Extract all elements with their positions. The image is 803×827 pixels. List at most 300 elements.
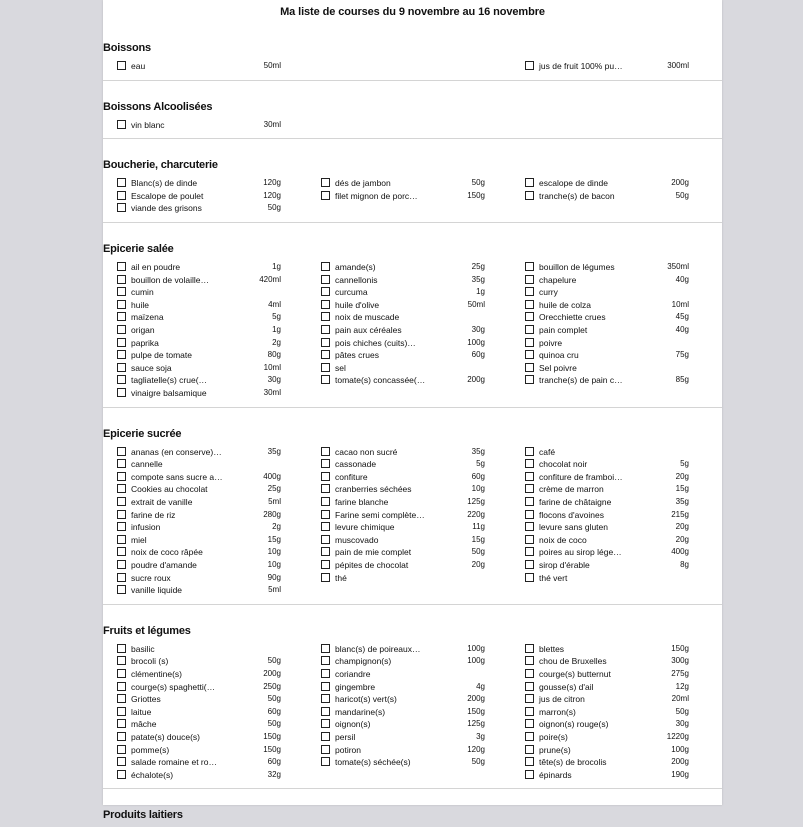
list-item	[117, 458, 307, 471]
item-checkbox[interactable]	[525, 472, 534, 481]
item-checkbox[interactable]	[117, 459, 126, 468]
item-checkbox[interactable]	[321, 707, 330, 716]
item-name: levure chimique	[335, 522, 395, 533]
item-checkbox[interactable]	[525, 669, 534, 678]
item-checkbox[interactable]	[525, 363, 534, 372]
section-items	[103, 177, 722, 215]
item-quantity: 3g	[476, 731, 485, 741]
section-divider	[103, 138, 722, 139]
list-item	[117, 496, 307, 509]
item-checkbox[interactable]	[117, 656, 126, 665]
list-item	[117, 509, 307, 522]
list-item	[117, 521, 307, 534]
item-name: mâche	[131, 719, 157, 730]
item-name: prune(s)	[539, 744, 571, 755]
list-item	[117, 718, 307, 731]
item-quantity: 30ml	[263, 119, 281, 129]
item-quantity: 10g	[267, 547, 281, 557]
section-boissons-alcoolisees	[103, 98, 722, 157]
item-checkbox[interactable]	[321, 719, 330, 728]
item-quantity: 2g	[272, 522, 281, 532]
item-checkbox[interactable]	[321, 669, 330, 678]
item-checkbox[interactable]	[525, 770, 534, 779]
item-name: cannelle	[131, 459, 163, 470]
item-name: cannellonis	[335, 274, 378, 285]
item-name: Blanc(s) de dinde	[131, 178, 198, 189]
item-checkbox[interactable]	[117, 497, 126, 506]
item-checkbox[interactable]	[525, 656, 534, 665]
item-name: champignon(s)	[335, 656, 392, 667]
list-item	[117, 756, 307, 769]
item-checkbox[interactable]	[117, 719, 126, 728]
item-name: compote sans sucre a…	[131, 471, 223, 482]
item-quantity: 120g	[467, 744, 485, 754]
item-checkbox[interactable]	[321, 300, 330, 309]
item-checkbox[interactable]	[321, 262, 330, 271]
item-name: dés de jambon	[335, 178, 391, 189]
item-checkbox[interactable]	[525, 350, 534, 359]
item-quantity: 300ml	[667, 61, 689, 70]
item-quantity: 1g	[272, 324, 281, 334]
item-checkbox[interactable]	[117, 757, 126, 766]
item-name: Escalope de poulet	[131, 190, 204, 201]
item-quantity: 50g	[471, 178, 485, 188]
item-name: chou de Bruxelles	[539, 656, 607, 667]
item-checkbox[interactable]	[525, 719, 534, 728]
item-name: extrait de vanille	[131, 496, 193, 507]
item-checkbox[interactable]	[525, 547, 534, 556]
item-name: mandarine(s)	[335, 706, 386, 717]
item-checkbox[interactable]	[525, 497, 534, 506]
list-item	[117, 274, 307, 287]
section-divider	[103, 222, 722, 223]
item-checkbox[interactable]	[117, 770, 126, 779]
item-checkbox[interactable]	[525, 573, 534, 582]
section-boissons	[103, 39, 722, 98]
list-item	[321, 643, 511, 656]
item-checkbox[interactable]	[117, 275, 126, 284]
item-quantity: 100g	[671, 744, 689, 754]
item-column-1	[117, 643, 307, 782]
item-name: pain complet	[539, 324, 588, 335]
item-checkbox[interactable]	[321, 472, 330, 481]
item-checkbox[interactable]	[525, 375, 534, 384]
section-divider	[103, 80, 722, 81]
item-checkbox[interactable]	[525, 287, 534, 296]
item-quantity: 8g	[680, 559, 689, 569]
item-checkbox[interactable]	[117, 191, 126, 200]
item-name: quinoa cru	[539, 350, 579, 361]
item-name: pomme(s)	[131, 744, 170, 755]
list-item	[117, 311, 307, 324]
item-name: oignon(s)	[335, 719, 371, 730]
item-quantity: 150g	[467, 190, 485, 200]
item-checkbox[interactable]	[117, 682, 126, 691]
list-item	[525, 756, 715, 769]
item-name: potiron	[335, 744, 361, 755]
item-checkbox[interactable]	[525, 560, 534, 569]
section-title: Produits laitiers	[103, 809, 183, 822]
item-checkbox[interactable]	[117, 312, 126, 321]
item-checkbox[interactable]	[117, 300, 126, 309]
list-item	[525, 337, 715, 350]
item-checkbox[interactable]	[117, 447, 126, 456]
item-name: tranche(s) de pain c…	[539, 375, 623, 386]
item-checkbox[interactable]	[321, 338, 330, 347]
list-item	[117, 668, 307, 681]
item-quantity: 32g	[267, 769, 281, 779]
item-checkbox[interactable]	[525, 325, 534, 334]
item-checkbox[interactable]	[525, 707, 534, 716]
item-checkbox[interactable]	[321, 191, 330, 200]
item-name: confiture de framboi…	[539, 471, 623, 482]
item-quantity: 220g	[467, 509, 485, 519]
item-column-2	[321, 643, 511, 769]
item-checkbox[interactable]	[117, 510, 126, 519]
item-checkbox[interactable]	[525, 275, 534, 284]
item-quantity: 10ml	[263, 362, 281, 372]
list-item	[525, 534, 715, 547]
item-quantity: 200g	[671, 178, 689, 188]
item-checkbox[interactable]	[117, 707, 126, 716]
item-quantity: 150g	[263, 744, 281, 754]
list-item	[117, 324, 307, 337]
item-checkbox[interactable]	[117, 585, 126, 594]
item-checkbox[interactable]	[321, 510, 330, 519]
item-checkbox[interactable]	[117, 178, 126, 187]
list-item	[525, 362, 715, 375]
item-checkbox[interactable]	[525, 338, 534, 347]
item-quantity: 30g	[471, 324, 485, 334]
item-name: tête(s) de brocolis	[539, 757, 607, 768]
item-checkbox[interactable]	[117, 535, 126, 544]
item-name: bouillon de légumes	[539, 261, 615, 272]
item-quantity: 50ml	[263, 61, 281, 70]
item-quantity: 200g	[671, 757, 689, 767]
item-checkbox[interactable]	[321, 447, 330, 456]
list-item	[321, 177, 511, 190]
item-checkbox[interactable]	[321, 287, 330, 296]
item-name: cumin	[131, 287, 154, 298]
section-items	[103, 446, 722, 597]
item-name: cranberries séchées	[335, 484, 412, 495]
item-checkbox[interactable]	[117, 732, 126, 741]
item-name: vanille liquide	[131, 585, 183, 596]
list-item	[525, 731, 715, 744]
list-item	[525, 286, 715, 299]
list-item	[321, 458, 511, 471]
list-item	[321, 496, 511, 509]
list-item	[117, 119, 307, 132]
item-checkbox[interactable]	[117, 745, 126, 754]
section-title: Epicerie sucrée	[103, 427, 182, 440]
list-item	[321, 324, 511, 337]
list-item	[525, 274, 715, 287]
item-quantity: 60g	[471, 471, 485, 481]
list-item	[525, 521, 715, 534]
section-items	[103, 261, 722, 400]
item-checkbox[interactable]	[117, 61, 126, 70]
item-checkbox[interactable]	[321, 275, 330, 284]
list-item	[525, 509, 715, 522]
item-checkbox[interactable]	[321, 350, 330, 359]
section-items	[103, 60, 722, 73]
item-name: ail en poudre	[131, 261, 181, 272]
item-name: tagliatelle(s) crue(…	[131, 375, 208, 386]
item-name: tomate(s) séchée(s)	[335, 757, 411, 768]
item-name: échalote(s)	[131, 769, 174, 780]
item-checkbox[interactable]	[321, 732, 330, 741]
item-checkbox[interactable]	[321, 325, 330, 334]
item-checkbox[interactable]	[525, 262, 534, 271]
item-name: bouillon de volaille…	[131, 274, 209, 285]
item-checkbox[interactable]	[321, 497, 330, 506]
item-quantity: 15g	[471, 534, 485, 544]
section-items	[103, 119, 722, 132]
item-checkbox[interactable]	[321, 178, 330, 187]
list-item	[117, 559, 307, 572]
item-name: vin blanc	[131, 119, 165, 130]
item-checkbox[interactable]	[321, 682, 330, 691]
item-name: origan	[131, 324, 155, 335]
item-quantity: 30g	[675, 719, 689, 729]
item-checkbox[interactable]	[321, 644, 330, 653]
item-quantity: 150g	[671, 643, 689, 653]
item-checkbox[interactable]	[321, 535, 330, 544]
item-checkbox[interactable]	[525, 447, 534, 456]
item-name: laitue	[131, 706, 152, 717]
item-quantity: 100g	[467, 656, 485, 666]
section-title: Epicerie salée	[103, 242, 174, 255]
item-name: amande(s)	[335, 261, 376, 272]
list-item	[117, 60, 307, 73]
item-quantity: 30ml	[263, 387, 281, 397]
item-checkbox[interactable]	[117, 363, 126, 372]
item-checkbox[interactable]	[117, 325, 126, 334]
item-quantity: 4ml	[268, 299, 281, 309]
item-quantity: 125g	[467, 719, 485, 729]
item-checkbox[interactable]	[321, 573, 330, 582]
section-items	[103, 643, 722, 782]
list-item	[321, 274, 511, 287]
item-name: courge(s) butternut	[539, 668, 611, 679]
item-checkbox[interactable]	[525, 694, 534, 703]
item-name: poudre d'amande	[131, 559, 197, 570]
item-name: curcuma	[335, 287, 368, 298]
item-quantity: 30g	[267, 375, 281, 385]
item-checkbox[interactable]	[321, 375, 330, 384]
item-name: Farine semi complète…	[335, 509, 425, 520]
item-checkbox[interactable]	[321, 459, 330, 468]
item-quantity: 60g	[267, 757, 281, 767]
item-checkbox[interactable]	[117, 203, 126, 212]
item-checkbox[interactable]	[525, 312, 534, 321]
list-item	[525, 471, 715, 484]
item-checkbox[interactable]	[117, 375, 126, 384]
list-item	[525, 177, 715, 190]
item-checkbox[interactable]	[117, 338, 126, 347]
item-quantity: 20g	[675, 471, 689, 481]
item-checkbox[interactable]	[117, 350, 126, 359]
item-checkbox[interactable]	[525, 757, 534, 766]
item-name: confiture	[335, 471, 368, 482]
item-checkbox[interactable]	[525, 522, 534, 531]
item-checkbox[interactable]	[525, 484, 534, 493]
list-item	[117, 693, 307, 706]
section-title: Boissons	[103, 42, 151, 54]
list-item	[525, 261, 715, 274]
item-quantity: 280g	[263, 509, 281, 519]
item-name: noix de coco	[539, 534, 587, 545]
item-name: sel	[335, 362, 346, 373]
item-checkbox[interactable]	[321, 312, 330, 321]
list-item	[321, 744, 511, 757]
item-checkbox[interactable]	[525, 61, 534, 70]
list-item	[117, 681, 307, 694]
item-column-2	[321, 446, 511, 585]
list-item	[525, 299, 715, 312]
item-name: sauce soja	[131, 362, 172, 373]
item-quantity: 50g	[675, 190, 689, 200]
list-item	[117, 374, 307, 387]
item-quantity: 50g	[471, 547, 485, 557]
list-item	[117, 643, 307, 656]
item-checkbox[interactable]	[525, 682, 534, 691]
item-quantity: 60g	[267, 706, 281, 716]
item-column-1	[117, 119, 307, 132]
list-item	[117, 483, 307, 496]
item-checkbox[interactable]	[117, 560, 126, 569]
document-title: Ma liste de courses du 9 novembre au 16 novembre	[280, 6, 545, 18]
item-name: gousse(s) d'ail	[539, 681, 594, 692]
item-checkbox[interactable]	[117, 669, 126, 678]
list-item	[525, 374, 715, 387]
list-item	[525, 496, 715, 509]
item-checkbox[interactable]	[321, 694, 330, 703]
list-item	[321, 349, 511, 362]
item-checkbox[interactable]	[117, 644, 126, 653]
list-item	[525, 718, 715, 731]
item-checkbox[interactable]	[525, 459, 534, 468]
item-name: haricot(s) vert(s)	[335, 694, 397, 705]
item-name: flocons d'avoines	[539, 509, 604, 520]
item-checkbox[interactable]	[117, 522, 126, 531]
item-quantity: 50g	[267, 656, 281, 666]
list-item	[525, 311, 715, 324]
item-checkbox[interactable]	[321, 363, 330, 372]
item-quantity: 200g	[467, 694, 485, 704]
item-checkbox[interactable]	[117, 573, 126, 582]
item-quantity: 10g	[267, 559, 281, 569]
list-item	[321, 483, 511, 496]
item-quantity: 90g	[267, 572, 281, 582]
item-checkbox[interactable]	[117, 472, 126, 481]
item-checkbox[interactable]	[117, 287, 126, 296]
item-quantity: 50g	[675, 706, 689, 716]
item-checkbox[interactable]	[117, 388, 126, 397]
list-item	[525, 324, 715, 337]
item-quantity: 5ml	[268, 585, 281, 595]
item-quantity: 60g	[471, 350, 485, 360]
list-item	[117, 706, 307, 719]
list-item	[321, 546, 511, 559]
item-checkbox[interactable]	[117, 484, 126, 493]
item-checkbox[interactable]	[525, 732, 534, 741]
item-checkbox[interactable]	[525, 191, 534, 200]
list-item	[117, 471, 307, 484]
item-quantity: 120g	[263, 190, 281, 200]
item-quantity: 10ml	[671, 299, 689, 309]
item-column-3	[525, 643, 715, 782]
item-quantity: 125g	[467, 496, 485, 506]
item-checkbox[interactable]	[321, 522, 330, 531]
item-quantity: 200g	[263, 668, 281, 678]
item-name: blanc(s) de poireaux…	[335, 643, 421, 654]
item-checkbox[interactable]	[525, 178, 534, 187]
item-name: chocolat noir	[539, 459, 588, 470]
item-name: Sel poivre	[539, 362, 577, 373]
list-item	[525, 693, 715, 706]
item-quantity: 350ml	[667, 261, 689, 271]
item-checkbox[interactable]	[321, 484, 330, 493]
item-checkbox[interactable]	[525, 510, 534, 519]
item-quantity: 20g	[675, 522, 689, 532]
item-quantity: 50g	[267, 719, 281, 729]
list-item	[321, 693, 511, 706]
item-checkbox[interactable]	[321, 547, 330, 556]
item-checkbox[interactable]	[117, 262, 126, 271]
item-checkbox[interactable]	[525, 644, 534, 653]
item-name: poire(s)	[539, 731, 568, 742]
list-item	[117, 349, 307, 362]
list-item	[117, 286, 307, 299]
item-quantity: 1g	[272, 261, 281, 271]
item-name: tomate(s) concassée(…	[335, 375, 426, 386]
item-name: cacao non sucré	[335, 446, 398, 457]
list-item	[525, 559, 715, 572]
list-item	[525, 706, 715, 719]
item-name: brocoli (s)	[131, 656, 169, 667]
list-item	[117, 446, 307, 459]
item-checkbox[interactable]	[321, 656, 330, 665]
list-item	[321, 668, 511, 681]
item-checkbox[interactable]	[525, 745, 534, 754]
list-item	[525, 643, 715, 656]
item-column-1	[117, 60, 307, 73]
item-checkbox[interactable]	[321, 757, 330, 766]
document-page	[103, 0, 722, 822]
list-item	[321, 190, 511, 203]
item-checkbox[interactable]	[525, 535, 534, 544]
item-quantity: 5ml	[268, 496, 281, 506]
item-checkbox[interactable]	[117, 694, 126, 703]
item-checkbox[interactable]	[321, 745, 330, 754]
item-checkbox[interactable]	[117, 120, 126, 129]
item-quantity: 80g	[267, 350, 281, 360]
item-checkbox[interactable]	[117, 547, 126, 556]
item-quantity: 40g	[675, 324, 689, 334]
item-name: sucre roux	[131, 572, 171, 583]
item-name: Cookies au chocolat	[131, 484, 208, 495]
item-name: blettes	[539, 643, 565, 654]
item-quantity: 50g	[267, 203, 281, 213]
item-checkbox[interactable]	[321, 560, 330, 569]
item-name: eau	[131, 61, 146, 71]
item-name: filet mignon de porc…	[335, 190, 418, 201]
item-quantity: 420ml	[259, 274, 281, 284]
item-checkbox[interactable]	[525, 300, 534, 309]
item-name: curry	[539, 287, 558, 298]
